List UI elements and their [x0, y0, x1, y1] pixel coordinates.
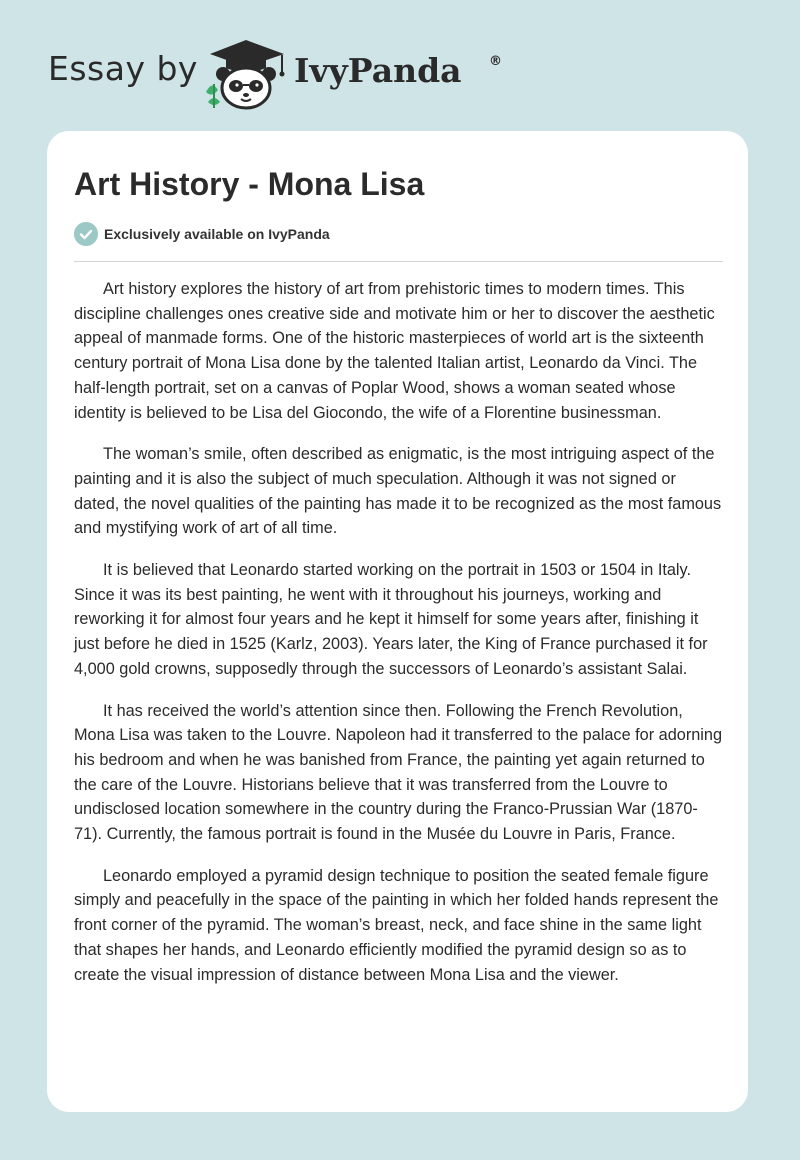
site-header — [48, 36, 502, 110]
page-title: Art History - Mona Lisa — [74, 166, 425, 202]
paragraph-3: It is believed that Leonardo started working on the portrait in 1503 or 1504 in Italy. Since it was its best painting, he went with it throughout his journeys, working and reworking it for almost four years and he kept it himself for some years after, finishing it just before he died in 1525 (Karlz, 2003). Years later, the King of France purchased it for 4,000 gold crowns, supposedly through the successors of Leonardo’s assistant Salai. — [74, 561, 708, 678]
panda-graduation-cap-icon[interactable] — [202, 36, 288, 110]
essay-card — [47, 131, 748, 1112]
check-circle-icon — [74, 222, 98, 246]
registered-mark: ® — [489, 54, 502, 69]
paragraph-2: The woman’s smile, often described as enigmatic, is the most intriguing aspect of the painting and it is also the subject of much speculation. Although it was not signed or dated, the novel qualities of the painting has made it to be recognized as the most famous and mystifying work of art of all time. — [74, 445, 722, 538]
exclusive-label: Exclusively available on IvyPanda — [104, 226, 330, 242]
essay-by-label: Essay by — [48, 49, 198, 88]
divider — [74, 261, 723, 262]
paragraph-1: Art history explores the history of art from prehistoric times to modern times. This discipline challenges ones creative side and motivate him or her to discover the aesthetic appeal of manmade forms. One of the historic masterpieces of world art is the sixteenth century portrait of Mona Lisa done by the talented Italian artist, Leonardo da Vinci. The half-length portrait, set on a canvas of Poplar Wood, shows a woman seated whose identity is believed to be Lisa del Giocondo, the wife of a Florentine businessman. — [74, 280, 715, 422]
brand-name[interactable]: IvyPanda — [294, 51, 462, 90]
exclusive-badge — [74, 222, 330, 246]
essay-body — [74, 277, 725, 1004]
paragraph-4: It has received the world’s attention since then. Following the French Revolution, Mona Lisa was taken to the Louvre. Napoleon had it transferred to the palace for adorning his bedroom and when he was banished from France, the painting yet again returned to the care of the Louvre. Historians believe that it was transferred from the Louvre to undisclosed location somewhere in the country during the Franco-Prussian War (1870-71). Currently, the famous portrait is found in the Musée du Louvre in Paris, France. — [74, 701, 723, 844]
paragraph-5: Leonardo employed a pyramid design technique to position the seated female figure simply and peacefully in the space of the painting in which her folded hands represent the front corner of the pyramid. The woman’s breast, neck, and face shine in the same light that shapes her hands, and Leonardo efficiently modified the pyramid design so as to create the visual impression of distance between Mona Lisa and the viewer. — [74, 866, 719, 984]
